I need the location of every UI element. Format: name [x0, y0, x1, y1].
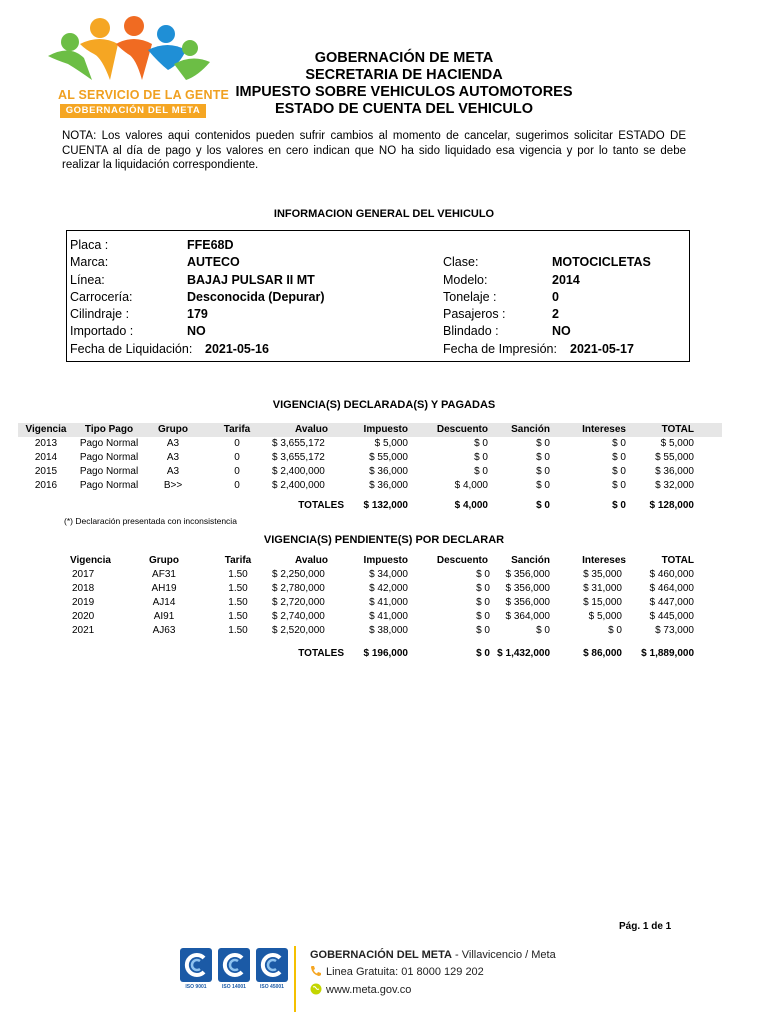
declaradas-header-row	[18, 423, 722, 437]
col-vigencia: Vigencia	[25, 424, 67, 435]
cell-sancion: $ 356,000	[505, 583, 550, 594]
cell-total: $ 73,000	[655, 625, 694, 636]
cert-badge-1	[180, 948, 212, 1000]
col-grupo: Grupo	[149, 555, 179, 566]
cell-vigencia: 2021	[72, 625, 95, 636]
cell-tipo-pago: Pago Normal	[79, 438, 139, 449]
header-line-1: GOBERNACIÓN DE META	[314, 50, 494, 66]
cell-intereses: $ 0	[608, 625, 622, 636]
logo-figures-icon	[40, 14, 218, 90]
cell-descuento: $ 0	[476, 625, 490, 636]
cilindraje-value: 179	[187, 307, 208, 321]
fecha-impresion-value: 2021-05-17	[570, 342, 634, 356]
cell-descuento: $ 0	[476, 611, 490, 622]
total-descuento: $ 0	[476, 648, 490, 659]
total-sancion: $ 1,432,000	[497, 648, 550, 659]
table-row	[18, 479, 722, 493]
cell-total: $ 36,000	[655, 466, 694, 477]
cell-tarifa: 0	[234, 466, 240, 477]
page-number: Pág. 1 de 1	[619, 921, 672, 932]
cell-impuesto: $ 38,000	[369, 625, 408, 636]
cert-label: ISO 9001	[185, 984, 207, 990]
header-line-2: SECRETARIA DE HACIENDA	[305, 67, 503, 83]
total-impuesto: $ 132,000	[363, 500, 408, 511]
cell-tarifa: 0	[234, 452, 240, 463]
modelo-value: 2014	[552, 273, 580, 287]
cell-vigencia: 2013	[34, 438, 58, 449]
col-impuesto: Impuesto	[363, 555, 408, 566]
cell-impuesto: $ 36,000	[369, 480, 408, 491]
globe-icon	[310, 983, 322, 995]
blindado-label: Blindado :	[443, 324, 499, 338]
cell-sancion: $ 0	[536, 452, 550, 463]
cell-total: $ 32,000	[655, 480, 694, 491]
importado-value: NO	[187, 324, 206, 338]
pendientes-totals-row	[58, 647, 698, 661]
logo	[40, 14, 230, 120]
cell-impuesto: $ 34,000	[369, 569, 408, 580]
cell-tarifa: 1.50	[228, 597, 248, 608]
cell-intereses: $ 31,000	[583, 583, 622, 594]
cell-avaluo: $ 2,740,000	[272, 611, 325, 622]
cell-tipo-pago: Pago Normal	[79, 466, 139, 477]
cell-vigencia: 2017	[72, 569, 95, 580]
cell-avaluo: $ 2,520,000	[272, 625, 325, 636]
carroceria-label: Carrocería:	[70, 290, 133, 304]
header-line-3: IMPUESTO SOBRE VEHICULOS AUTOMOTORES	[235, 84, 573, 100]
linea-label: Línea:	[70, 273, 105, 287]
total-impuesto: $ 196,000	[363, 648, 408, 659]
footer-city: - Villavicencio / Meta	[452, 949, 556, 961]
cell-vigencia: 2014	[34, 452, 58, 463]
cell-impuesto: $ 5,000	[374, 438, 408, 449]
info-row-linea	[67, 272, 689, 289]
pasajeros-value: 2	[552, 307, 559, 321]
total-sancion: $ 0	[536, 500, 550, 511]
declaradas-totals-row	[18, 499, 722, 513]
cell-sancion: $ 356,000	[505, 597, 550, 608]
col-tipo-pago: Tipo Pago	[84, 424, 134, 435]
cell-impuesto: $ 41,000	[369, 597, 408, 608]
col-sancion: Sanción	[511, 555, 550, 566]
cell-tarifa: 0	[234, 480, 240, 491]
cell-sancion: $ 364,000	[505, 611, 550, 622]
cell-tipo-pago: Pago Normal	[79, 480, 139, 491]
modelo-label: Modelo:	[443, 273, 488, 287]
total-total: $ 128,000	[649, 500, 694, 511]
total-descuento: $ 4,000	[454, 500, 488, 511]
cell-intereses: $ 15,000	[583, 597, 622, 608]
col-grupo: Grupo	[158, 424, 188, 435]
col-total: TOTAL	[661, 424, 694, 435]
placa-label: Placa :	[70, 238, 109, 252]
totals-label: TOTALES	[298, 648, 344, 659]
cell-impuesto: $ 55,000	[369, 452, 408, 463]
cell-avaluo: $ 2,400,000	[272, 480, 325, 491]
cell-avaluo: $ 2,720,000	[272, 597, 325, 608]
cell-total: $ 445,000	[649, 611, 694, 622]
pendientes-table	[58, 554, 698, 664]
cell-total: $ 55,000	[655, 452, 694, 463]
cell-avaluo: $ 2,780,000	[272, 583, 325, 594]
cell-total: $ 5,000	[660, 438, 694, 449]
pendientes-header-row	[58, 554, 698, 568]
footer-entity	[310, 949, 556, 961]
clase-label: Clase:	[443, 255, 479, 269]
total-intereses: $ 86,000	[583, 648, 622, 659]
cell-grupo: A3	[166, 466, 180, 477]
vehicle-info-title: INFORMACION GENERAL DEL VEHICULO	[273, 208, 495, 220]
col-descuento: Descuento	[436, 424, 488, 435]
totals-label: TOTALES	[298, 500, 344, 511]
cell-intereses: $ 0	[612, 452, 626, 463]
carroceria-value: Desconocida (Depurar)	[187, 290, 325, 304]
fecha-liquidacion-value: 2021-05-16	[205, 342, 269, 356]
footer-web-link[interactable]: www.meta.gov.co	[326, 984, 412, 996]
cell-tarifa: 1.50	[228, 583, 248, 594]
table-row	[58, 568, 698, 582]
cell-tarifa: 1.50	[228, 625, 248, 636]
cell-descuento: $ 0	[476, 583, 490, 594]
footer-entity-name: GOBERNACIÓN DEL META	[310, 949, 452, 961]
cell-grupo: AJ63	[152, 625, 176, 636]
cell-total: $ 447,000	[649, 597, 694, 608]
info-row-cilindraje	[67, 306, 689, 323]
cell-sancion: $ 0	[536, 438, 550, 449]
cell-vigencia: 2019	[72, 597, 95, 608]
cell-descuento: $ 0	[474, 452, 488, 463]
placa-value: FFE68D	[187, 238, 234, 252]
cell-total: $ 460,000	[649, 569, 694, 580]
col-descuento: Descuento	[436, 555, 488, 566]
certification-icon	[180, 948, 212, 982]
declaradas-title: VIGENCIA(S) DECLARADA(S) Y PAGADAS	[272, 399, 496, 411]
total-intereses: $ 0	[612, 500, 626, 511]
cell-vigencia: 2018	[72, 583, 95, 594]
importado-label: Importado :	[70, 324, 134, 338]
linea-value: BAJAJ PULSAR II MT	[187, 273, 315, 287]
cell-vigencia: 2020	[72, 611, 95, 622]
cell-avaluo: $ 2,400,000	[272, 466, 325, 477]
col-total: TOTAL	[661, 555, 694, 566]
info-row-placa	[67, 237, 689, 254]
logo-entity: GOBERNACIÓN DEL META	[60, 104, 206, 118]
tonelaje-label: Tonelaje :	[443, 290, 497, 304]
cell-grupo: A3	[166, 452, 180, 463]
cell-vigencia: 2015	[34, 466, 58, 477]
cell-grupo: AH19	[151, 583, 177, 594]
cell-descuento: $ 4,000	[454, 480, 488, 491]
cell-sancion: $ 0	[536, 480, 550, 491]
cell-grupo: AF31	[152, 569, 176, 580]
cell-intereses: $ 0	[612, 466, 626, 477]
header-line-4: ESTADO DE CUENTA DEL VEHICULO	[274, 101, 534, 117]
nota-text: NOTA: Los valores aqui contenidos pueden sufrir cambios al momento de cancelar, sugerimos solicitar ESTADO DE CUENTA al día de pago y los valores en cero indican que NO ha sido liquidado esa vigencia y por lo tanto se debe realizar la liquidación correspondiente.	[62, 130, 686, 171]
footer-phone	[310, 965, 484, 978]
cell-impuesto: $ 36,000	[369, 466, 408, 477]
info-row-marca	[67, 254, 689, 271]
certification-icon	[218, 948, 250, 982]
col-avaluo: Avaluo	[295, 424, 328, 435]
cell-sancion: $ 0	[536, 625, 550, 636]
fecha-impresion-label: Fecha de Impresión:	[443, 342, 557, 356]
footnote: (*) Declaración presentada con inconsistencia	[64, 516, 237, 526]
marca-value: AUTECO	[187, 255, 240, 269]
declaradas-table	[18, 423, 722, 513]
col-intereses: Intereses	[582, 424, 626, 435]
cell-impuesto: $ 42,000	[369, 583, 408, 594]
table-row	[18, 437, 722, 451]
cell-impuesto: $ 41,000	[369, 611, 408, 622]
cell-grupo: AJ14	[152, 597, 176, 608]
cell-vigencia: 2016	[34, 480, 58, 491]
col-tarifa: Tarifa	[223, 424, 251, 435]
info-row-importado	[67, 323, 689, 340]
table-row	[58, 582, 698, 596]
cert-badge-3	[256, 948, 288, 1000]
cell-tipo-pago: Pago Normal	[79, 452, 139, 463]
table-row	[18, 465, 722, 479]
table-row	[18, 451, 722, 465]
marca-label: Marca:	[70, 255, 109, 269]
footer-divider	[294, 946, 296, 1012]
pendientes-title: VIGENCIA(S) PENDIENTE(S) POR DECLARAR	[263, 534, 505, 546]
cert-label: ISO 14001	[222, 984, 246, 990]
vehicle-info-box	[66, 230, 690, 362]
clase-value: MOTOCICLETAS	[552, 255, 651, 269]
cilindraje-label: Cilindraje :	[70, 307, 130, 321]
cell-intereses: $ 35,000	[583, 569, 622, 580]
table-row	[58, 610, 698, 624]
cell-avaluo: $ 2,250,000	[272, 569, 325, 580]
blindado-value: NO	[552, 324, 571, 338]
cell-tarifa: 1.50	[228, 569, 248, 580]
info-row-fechas	[67, 341, 689, 358]
footer	[180, 944, 600, 1014]
certification-icon	[256, 948, 288, 982]
col-sancion: Sanción	[511, 424, 550, 435]
col-impuesto: Impuesto	[363, 424, 408, 435]
cell-intereses: $ 5,000	[588, 611, 622, 622]
cell-tarifa: 0	[234, 438, 240, 449]
cell-total: $ 464,000	[649, 583, 694, 594]
col-vigencia: Vigencia	[70, 555, 111, 566]
phone-icon	[310, 965, 322, 977]
cert-badge-2	[218, 948, 250, 1000]
col-intereses: Intereses	[582, 555, 626, 566]
cell-avaluo: $ 3,655,172	[272, 438, 325, 449]
fecha-liquidacion-label: Fecha de Liquidación:	[70, 342, 193, 356]
cell-intereses: $ 0	[612, 438, 626, 449]
cert-label: ISO 45001	[260, 984, 284, 990]
cell-tarifa: 1.50	[228, 611, 248, 622]
cell-descuento: $ 0	[474, 466, 488, 477]
pasajeros-label: Pasajeros :	[443, 307, 506, 321]
logo-slogan: AL SERVICIO DE LA GENTE	[58, 88, 230, 102]
table-row	[58, 596, 698, 610]
col-tarifa: Tarifa	[224, 555, 252, 566]
cell-intereses: $ 0	[612, 480, 626, 491]
info-row-carroceria	[67, 289, 689, 306]
table-row	[58, 624, 698, 638]
total-total: $ 1,889,000	[641, 648, 694, 659]
cell-grupo: A3	[166, 438, 180, 449]
footer-phone-text: Linea Gratuita: 01 8000 129 202	[326, 966, 484, 978]
footer-web[interactable]	[310, 983, 411, 996]
cell-descuento: $ 0	[476, 569, 490, 580]
cell-descuento: $ 0	[474, 438, 488, 449]
cell-grupo: AI91	[153, 611, 175, 622]
cell-sancion: $ 356,000	[505, 569, 550, 580]
document-header	[200, 50, 608, 118]
cell-avaluo: $ 3,655,172	[272, 452, 325, 463]
tonelaje-value: 0	[552, 290, 559, 304]
cell-sancion: $ 0	[536, 466, 550, 477]
cell-descuento: $ 0	[476, 597, 490, 608]
cell-grupo: B>>	[163, 480, 183, 491]
col-avaluo: Avaluo	[295, 555, 328, 566]
